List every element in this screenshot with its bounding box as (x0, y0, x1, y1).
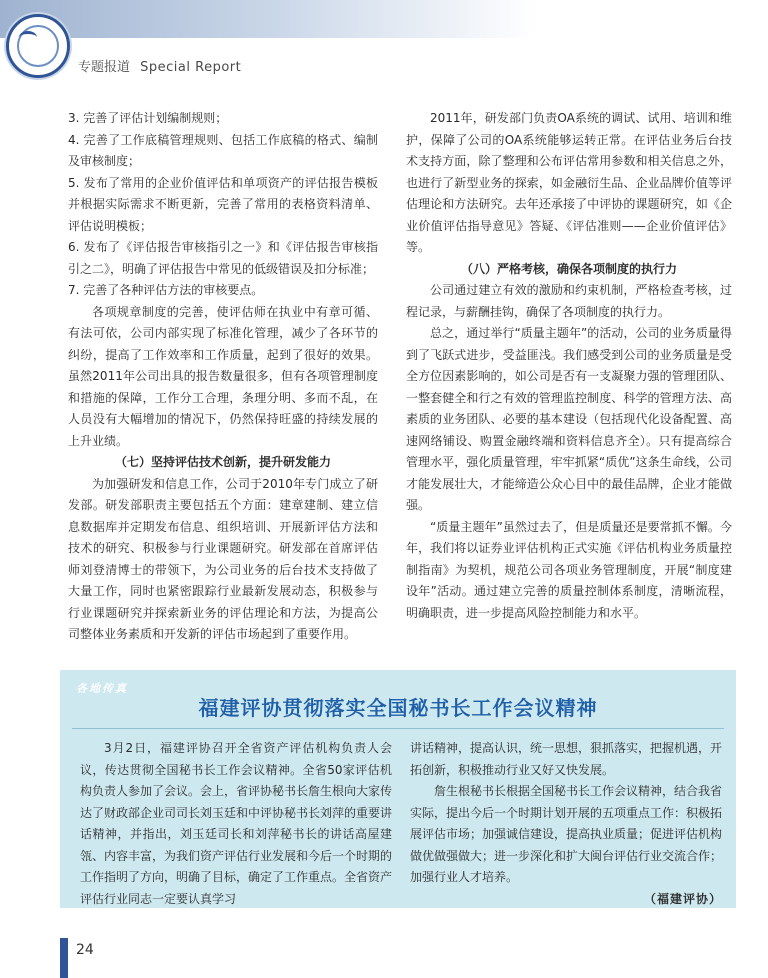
news-title: 福建评协贯彻落实全国秘书长工作会议精神 (198, 696, 598, 720)
section-heading: （七）坚持评估技术创新，提升研发能力 (114, 455, 331, 469)
list-item: 4. 完善了工作底稿管理规则、包括工作底稿的格式、编制及审核制度； (68, 132, 378, 168)
divider (72, 728, 724, 729)
right-column (406, 108, 732, 624)
paragraph: 2011年，研发部门负责OA系统的调试、试用、培训和维护，保障了公司的OA系统能够运转正常。在评估业务后台技术支持方面，除了整理和公布评估常用参数和相关信息之外，也进行了新型业务的探索，如金融衍生品、企业品牌价值等评估理论和方法研究。去年还承接了中评协的课题研究，如《企业价值评估指导意见》答疑、《评估准则——企业价值评估》等。 (406, 111, 732, 254)
list-item: 5. 发布了常用的企业价值评估和单项资产的评估报告模板并根据实际需求不断更新，完善了常用的表格资料清单、评估说明模板； (68, 175, 378, 233)
section-label-en: Special Report (140, 60, 242, 75)
signature: （福建评协） (643, 891, 722, 906)
paragraph: 讲话精神，提高认识，统一思想，狠抓落实，把握机遇，开拓创新，积极推动行业又好又快发展。 (410, 741, 723, 777)
paragraph: 为加强研发和信息工作，公司于2010年专门成立了研发部。研发部职责主要包括五个方面：建章建制、建立信息数据库并定期发布信息、组织培训、开展新评估方法和技术的研究、积极参与行业课题研究。研发部在首席评估师刘登清博士的带领下，为公司业务的后台技术支持做了大量工作，同时也紧密跟踪行业最新发展动态，积极参与行业课题研究并探索新业务的评估理论和方法，为提高公司整体业务素质和开发新的评估市场起到了重要作用。 (68, 476, 378, 641)
paragraph: 公司通过建立有效的激励和约束机制，严格检查考核，过程记录，与薪酬挂钩，确保了各项制度的执行力。 (406, 283, 732, 319)
paragraph: 詹生根秘书长根据全国秘书长工作会议精神，结合我省实际，提出今后一个时期计划开展的五项重点工作：积极拓展评估市场；加强诚信建设，提高执业质量；促进评估机构做优做强做大；进一步深化和扩大闽台评估行业交流合作；加强行业人才培养。 (410, 784, 723, 884)
association-logo-icon (6, 14, 70, 78)
paragraph: “质量主题年”虽然过去了，但是质量还是要常抓不懈。今年，我们将以证券业评估机构正式实施《评估机构业务质量控制指南》为契机，规范公司各项业务管理制度，开展“制度建设年”活动。通过建立完善的质量控制体系制度，清晰流程，明确职责，进一步提高风险控制能力和水平。 (406, 519, 732, 620)
paragraph: 总之，通过举行“质量主题年”的活动，公司的业务质量得到了飞跃式进步，受益匪浅。我们感受到公司的业务质量是受全方位因素影响的，如公司是否有一支凝聚力强的管理团队、一整套健全和行之有效的管理监控制度、科学的管理方法、高素质的业务团队、必要的基本建设（包括现代化设备配置、高速网络铺设、购置金融终端和资料信息齐全）。只有提高综合管理水平，强化质量管理，牢牢抓紧“质优”这条生命线，公司才能发展壮大，才能缔造公众心目中的最佳品牌，企业才能做强。 (406, 326, 732, 512)
paragraph: 3月2日，福建评协召开全省资产评估机构负责人会议，传达贯彻全国秘书长工作会议精神。全省50家评估机构负责人参加了会议。会上，省评协秘书长詹生根向大家传达了财政部企业司司长刘玉廷和中评协秘书长刘萍的重要讲话精神，并指出，刘玉廷司长和刘萍秘书长的讲话高屋建瓴、内容丰富，为我们资产评估行业发展和今后一个时期的工作指明了方向，明确了目标，确定了工作重点。全省资产评估行业同志一定要认真学习 (80, 741, 393, 906)
paragraph: 各项规章制度的完善，使评估师在执业中有章可循、有法可依，公司内部实现了标准化管理，减少了各环节的纠纷，提高了工作效率和工作质量，起到了很好的效果。虽然2011年公司出具的报告数量很多，但有各项管理制度和措施的保障，工作分工合理，条理分明、多而不乱，在人员没有大幅增加的情况下，仍然保持旺盛的持续发展的上升业绩。 (68, 304, 378, 448)
news-right-column (410, 738, 722, 910)
page-marker (60, 938, 68, 978)
header-band (0, 0, 768, 38)
news-left-column (80, 738, 392, 910)
list-item: 6. 发布了《评估报告审核指引之一》和《评估报告审核指引之二》，明确了评估报告中常见的低级错误及扣分标准； (68, 240, 378, 276)
section-label-cn: 专题报道 (78, 60, 131, 75)
news-tag: 各地传真 (76, 682, 128, 695)
list-item: 7. 完善了各种评估方法的审核要点。 (68, 283, 264, 297)
left-column (68, 108, 378, 646)
logo-mark (19, 31, 37, 44)
news-box (60, 670, 736, 908)
section-label (78, 56, 241, 75)
page-number: 24 (76, 942, 94, 958)
section-heading: （八）严格考核，确保各项制度的执行力 (460, 261, 677, 276)
list-item: 3. 完善了评估计划编制规则； (68, 111, 228, 125)
